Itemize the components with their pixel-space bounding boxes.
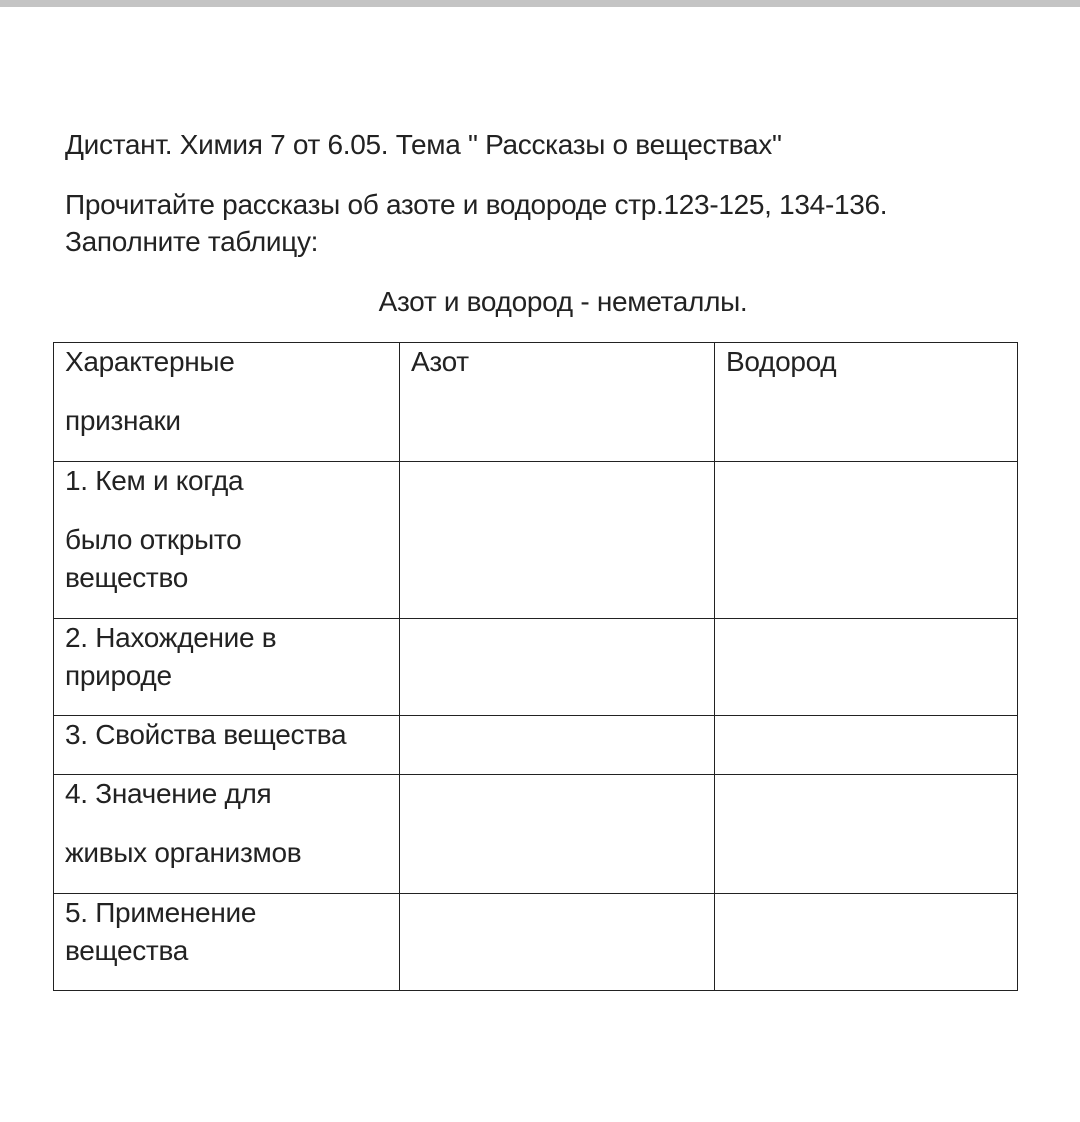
row-label-cell <box>54 462 400 619</box>
header-cell-nitrogen <box>400 343 715 462</box>
header-cell-features <box>54 343 400 462</box>
table-row <box>54 462 1018 619</box>
document-title: Дистант. Химия 7 от 6.05. Тема " Рассказы о веществах" <box>65 129 782 160</box>
table-subtitle: Азот и водород - неметаллы. <box>378 286 748 317</box>
answer-cell-hydrogen <box>715 894 1018 991</box>
answer-cell-nitrogen <box>400 716 715 775</box>
row-label-cell <box>54 619 400 716</box>
worksheet-table <box>53 342 1018 991</box>
table-row <box>54 775 1018 894</box>
row-label-cell <box>54 894 400 991</box>
header-hydrogen: Водород <box>726 346 837 377</box>
top-bar <box>0 0 1080 7</box>
header-cell-hydrogen <box>715 343 1018 462</box>
answer-cell-hydrogen <box>715 716 1018 775</box>
row-4-line-2: живых организмов <box>65 837 302 868</box>
answer-cell-nitrogen <box>400 894 715 991</box>
row-5-line-2: вещества <box>65 935 188 966</box>
row-2-line-2: природе <box>65 660 172 691</box>
answer-cell-nitrogen <box>400 619 715 716</box>
answer-cell-hydrogen <box>715 619 1018 716</box>
row-1-line-1: 1. Кем и когда <box>65 465 244 496</box>
header-features-line-2: признаки <box>65 405 181 436</box>
answer-cell-hydrogen <box>715 775 1018 894</box>
instruction-line-2: Заполните таблицу: <box>65 226 319 257</box>
header-features-line-1: Характерные <box>65 346 235 377</box>
row-5-line-1: 5. Применение <box>65 897 257 928</box>
answer-cell-nitrogen <box>400 462 715 619</box>
answer-cell-hydrogen <box>715 462 1018 619</box>
row-4-line-1: 4. Значение для <box>65 778 272 809</box>
row-3-line-1: 3. Свойства вещества <box>65 719 347 750</box>
header-nitrogen: Азот <box>411 346 469 377</box>
row-1-line-2: было открыто <box>65 524 242 555</box>
table-row <box>54 619 1018 716</box>
table-row <box>54 716 1018 775</box>
row-2-line-1: 2. Нахождение в <box>65 622 277 653</box>
table-header-row <box>54 343 1018 462</box>
row-label-cell <box>54 775 400 894</box>
table-row <box>54 894 1018 991</box>
row-label-cell <box>54 716 400 775</box>
answer-cell-nitrogen <box>400 775 715 894</box>
instruction-line-1: Прочитайте рассказы об азоте и водороде стр.123-125, 134-136. <box>65 189 888 220</box>
row-1-line-3: вещество <box>65 562 188 593</box>
